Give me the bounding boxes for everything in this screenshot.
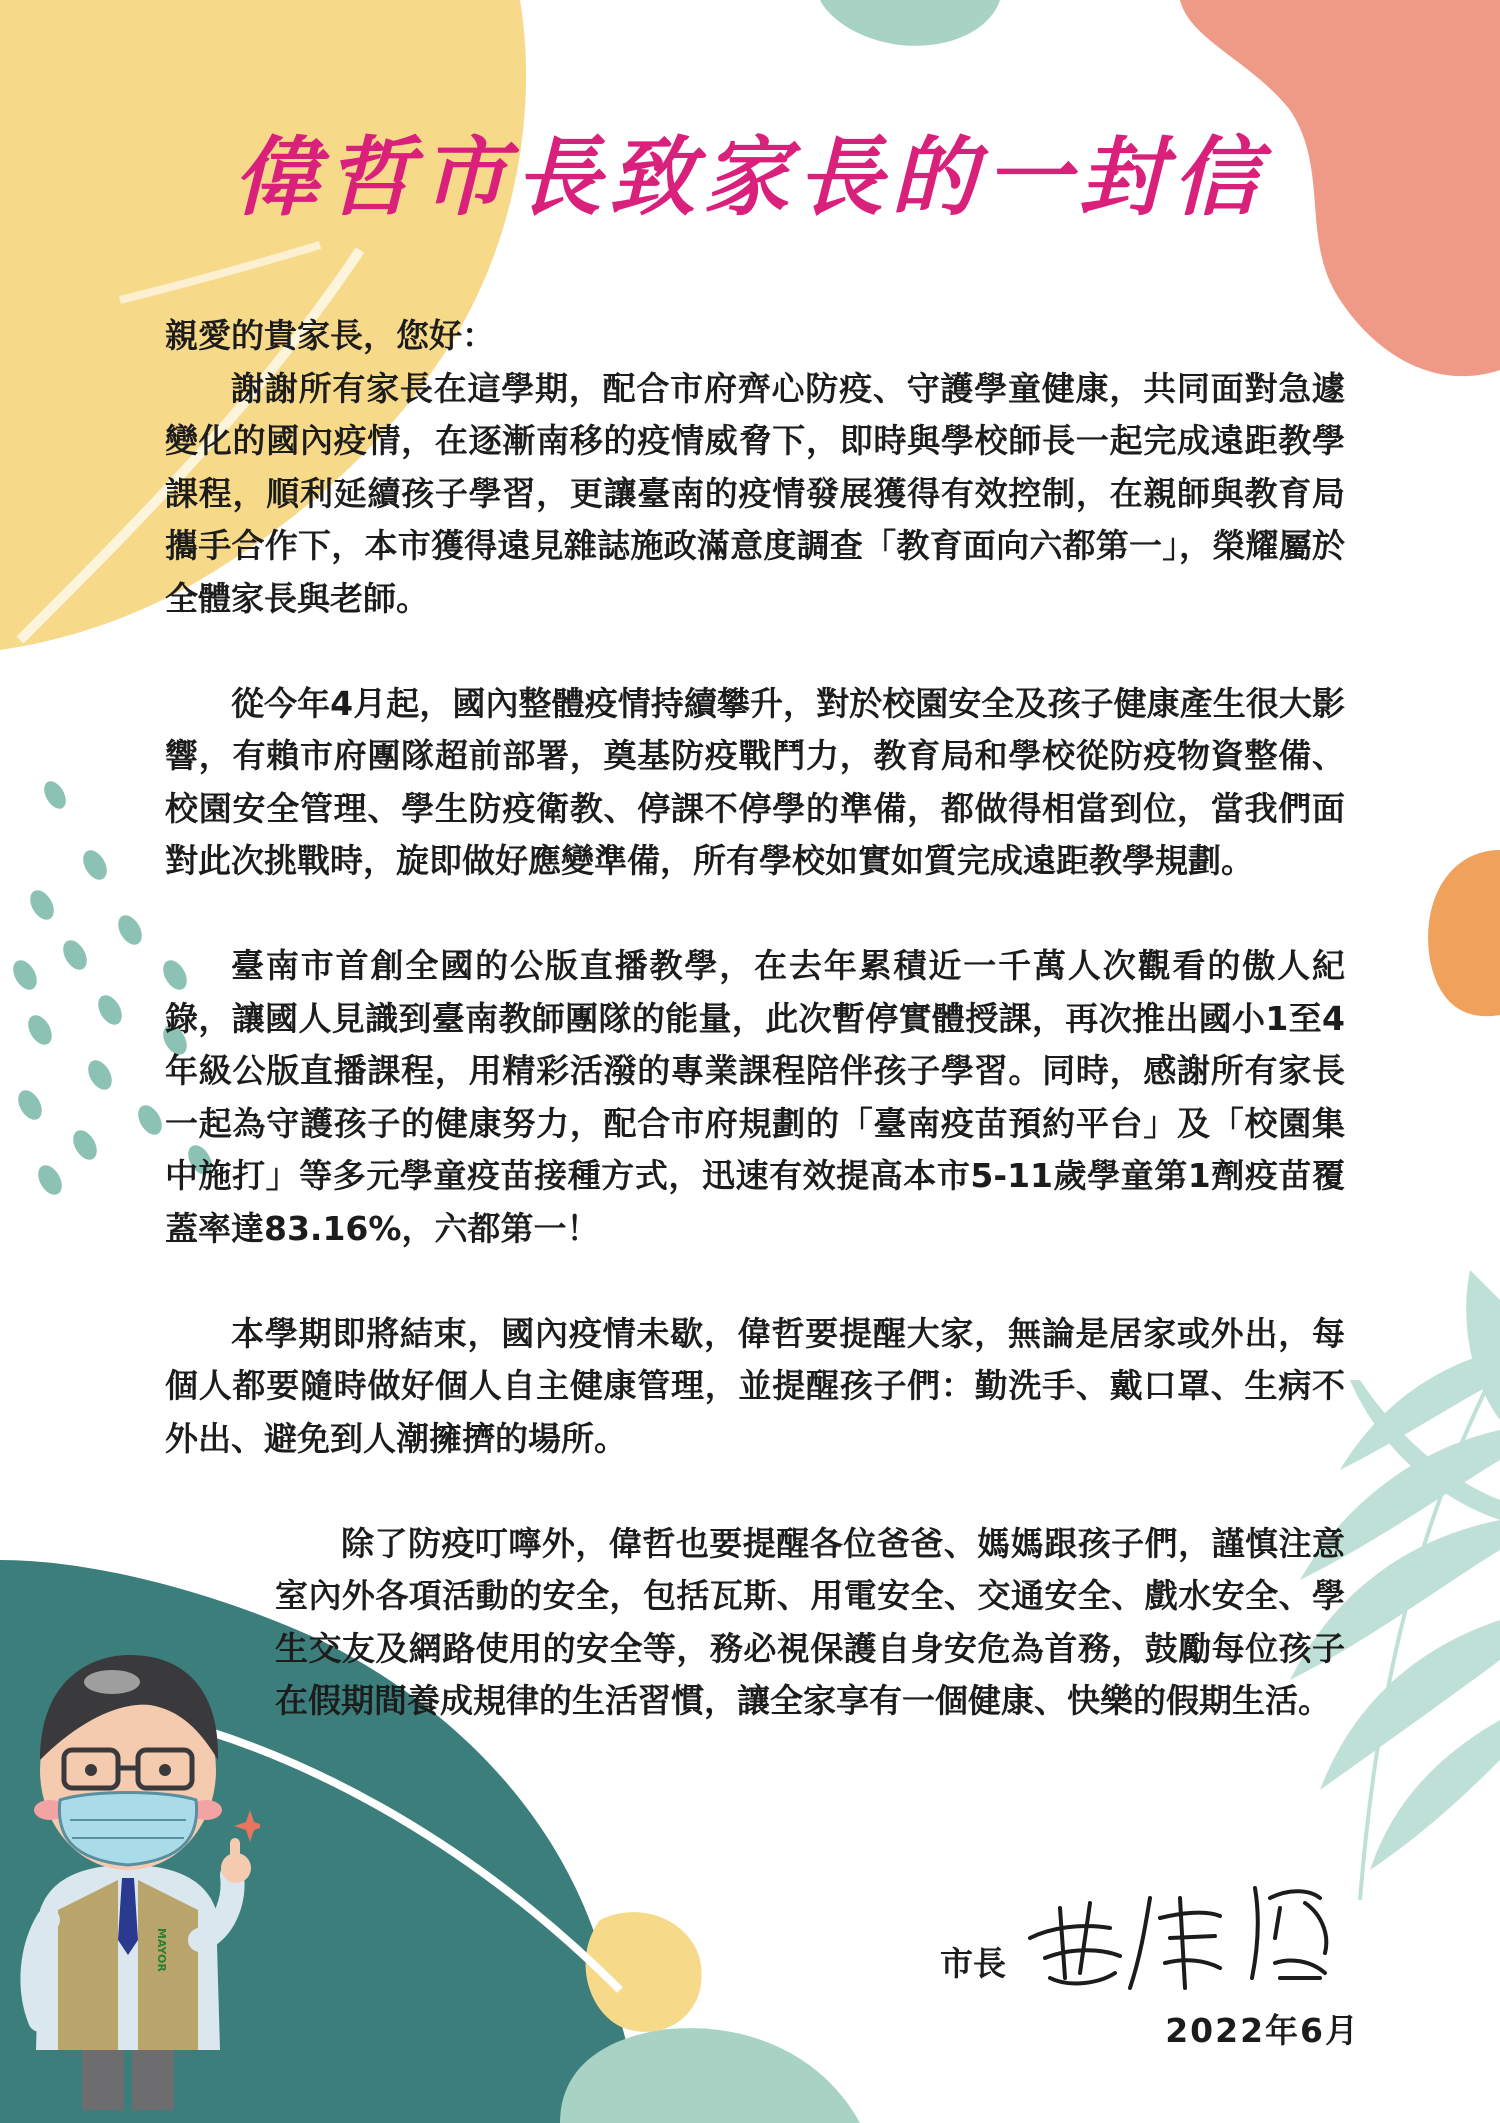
paragraph-2: 從今年4月起，國內整體疫情持續攀升，對於校園安全及孩子健康產生很大影響，有賴市府團隊超前部署，奠基防疫戰鬥力，教育局和學校從防疫物資整備、校園安全管理、學生防疫衛教、停課不停學的準備，都做得相當到位，當我們面對此次挑戰時，旋即做好應變準備，所有學校如實如質完成遠距教學規劃。 bbox=[165, 683, 1345, 880]
orange-blob bbox=[1428, 850, 1500, 1016]
signature-block bbox=[940, 1890, 1360, 2050]
greeting: 親愛的貴家長，您好： bbox=[165, 316, 495, 355]
paragraph-1: 謝謝所有家長在這學期，配合市府齊心防疫、守護學童健康，共同面對急遽變化的國內疫情，在逐漸南移的疫情威脅下，即時與學校師長一起完成遠距教學課程，順利延續孩子學習，更讓臺南的疫情發展獲得有效控制，在親師與教育局攜手合作下，本市獲得遠見雜誌施政滿意度調查「教育面向六都第一」，榮耀屬於全體家長與老師。 bbox=[165, 368, 1345, 618]
paragraph-5: 除了防疫叮嚀外，偉哲也要提醒各位爸爸、媽媽跟孩子們，謹慎注意室內外各項活動的安全，包括瓦斯、用電安全、交通安全、戲水安全、學生交友及網路使用的安全等，務必視保護自身安危為首務，鼓勵每位孩子在假期間養成規律的生活習慣，讓全家享有一個健康、快樂的假期生活。 bbox=[275, 1523, 1345, 1720]
mint-blob-top bbox=[820, 0, 1000, 46]
handwritten-signature bbox=[1020, 1878, 1350, 1998]
mayor-illustration bbox=[0, 1610, 260, 2110]
vest-badge-text: MAYOR bbox=[155, 1928, 168, 1972]
page-title: 偉哲市長致家長的一封信 bbox=[233, 127, 1267, 228]
paragraph-4: 本學期即將結束，國內疫情未歇，偉哲要提醒大家，無論是居家或外出，每個人都要隨時做好個人自主健康管理，並提醒孩子們：勤洗手、戴口罩、生病不外出、避免到人潮擁擠的場所。 bbox=[165, 1313, 1345, 1458]
signature-label: 市長 bbox=[940, 1944, 1006, 1983]
letter-date: 2022年6月 bbox=[1165, 2011, 1360, 2050]
letter-body bbox=[165, 310, 1345, 1780]
paragraph-3: 臺南市首創全國的公版直播教學，在去年累積近一千萬人次觀看的傲人紀錄，讓國人見識到臺南教師團隊的能量，此次暫停實體授課，再次推出國小1至4年級公版直播課程，用精彩活潑的專業課程陪伴孩子學習。同時，感謝所有家長一起為守護孩子的健康努力，配合市府規劃的「臺南疫苗預約平台」及「校園集中施打」等多元學童疫苗接種方式，迅速有效提高本市5-11歲學童第1劑疫苗覆蓋率達83.16%，六都第一！ bbox=[165, 946, 1345, 1248]
